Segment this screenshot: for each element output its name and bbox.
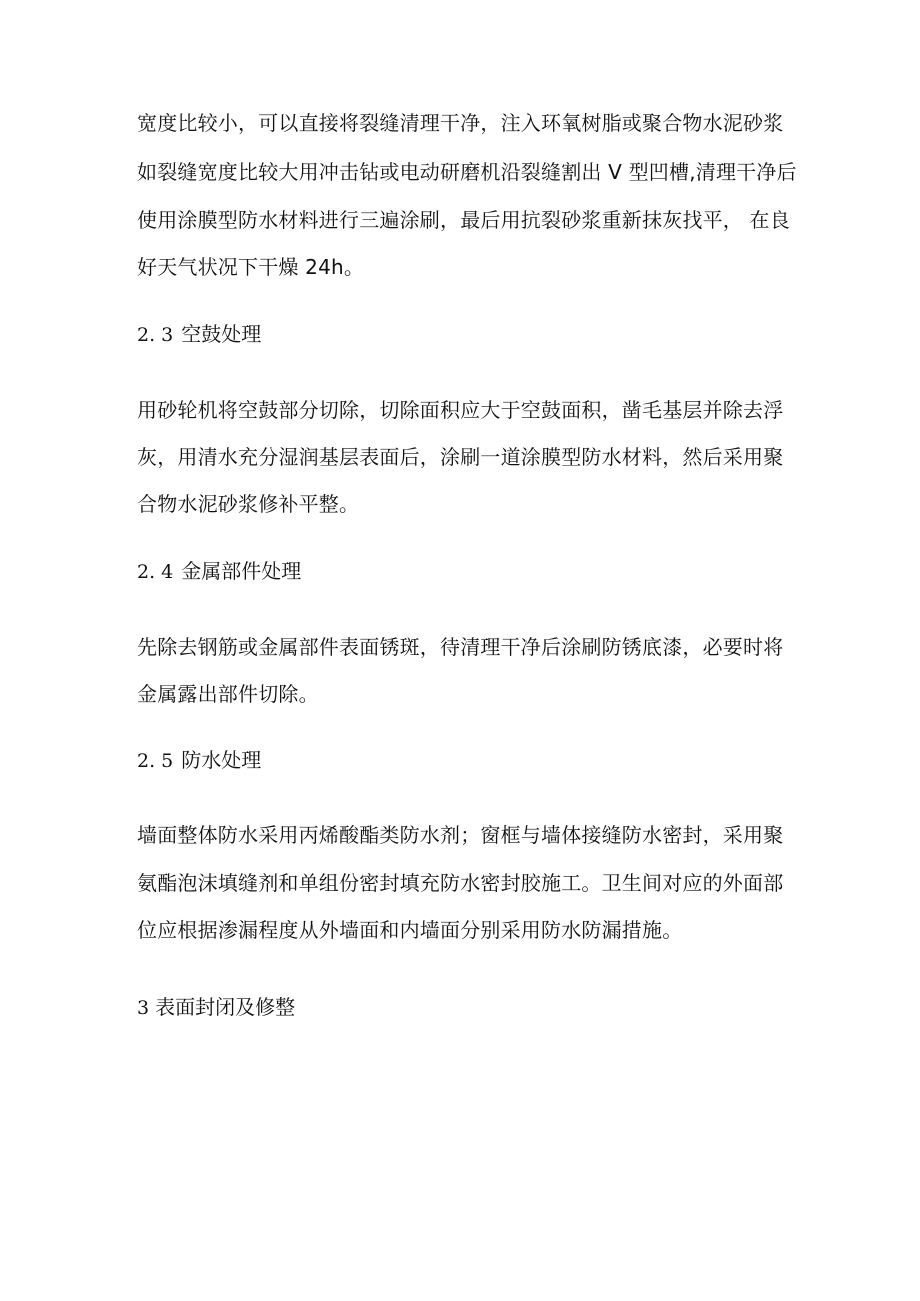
section-heading-2-5 <box>137 747 261 774</box>
paragraph-line: 好天气状况下干燥 24h。 <box>137 255 365 279</box>
paragraph-line: 金属露出部件切除。 <box>137 682 319 706</box>
section-heading-3 <box>137 994 295 1021</box>
paragraph-line: 如裂缝宽度比较大用冲击钻或电动研磨机沿裂缝割出 V 型凹槽,清理干净后 <box>137 160 797 184</box>
section-number: 2. 5 <box>137 750 174 772</box>
section-number: 2. 4 <box>137 561 174 583</box>
section-heading-2-4 <box>137 558 301 585</box>
section-heading-2-3 <box>137 321 261 348</box>
section-number: 3 <box>137 997 150 1019</box>
paragraph-line: 用砂轮机将空鼓部分切除，切除面积应大于空鼓面积，凿毛基层并除去浮 <box>137 398 784 422</box>
paragraph-line: 使用涂膜型防水材料进行三遍涂刷，最后用抗裂砂浆重新抹灰找平， 在良 <box>137 208 790 232</box>
section-title: 防水处理 <box>181 748 262 772</box>
section-title: 空鼓处理 <box>181 322 262 346</box>
paragraph-line: 灰，用清水充分湿润基层表面后，涂刷一道涂膜型防水材料，然后采用聚 <box>137 445 784 469</box>
paragraph-line: 宽度比较小，可以直接将裂缝清理干净，注入环氧树脂或聚合物水泥砂浆 <box>137 111 784 135</box>
paragraph-line: 合物水泥砂浆修补平整。 <box>137 492 360 516</box>
section-title: 金属部件处理 <box>181 559 302 583</box>
section-number: 2. 3 <box>137 324 174 346</box>
section-title: 表面封闭及修整 <box>155 995 296 1019</box>
paragraph-line: 先除去钢筋或金属部件表面锈斑，待清理干净后涂刷防锈底漆，必要时将 <box>137 635 784 659</box>
paragraph-line: 墙面整体防水采用丙烯酸酯类防水剂；窗框与墙体接缝防水密封，采用聚 <box>137 823 784 847</box>
paragraph-line: 氨酯泡沫填缝剂和单组份密封填充防水密封胶施工。卫生间对应的外面部 <box>137 871 784 895</box>
paragraph-line: 位应根据渗漏程度从外墙面和内墙面分别采用防水防漏措施。 <box>137 918 683 942</box>
